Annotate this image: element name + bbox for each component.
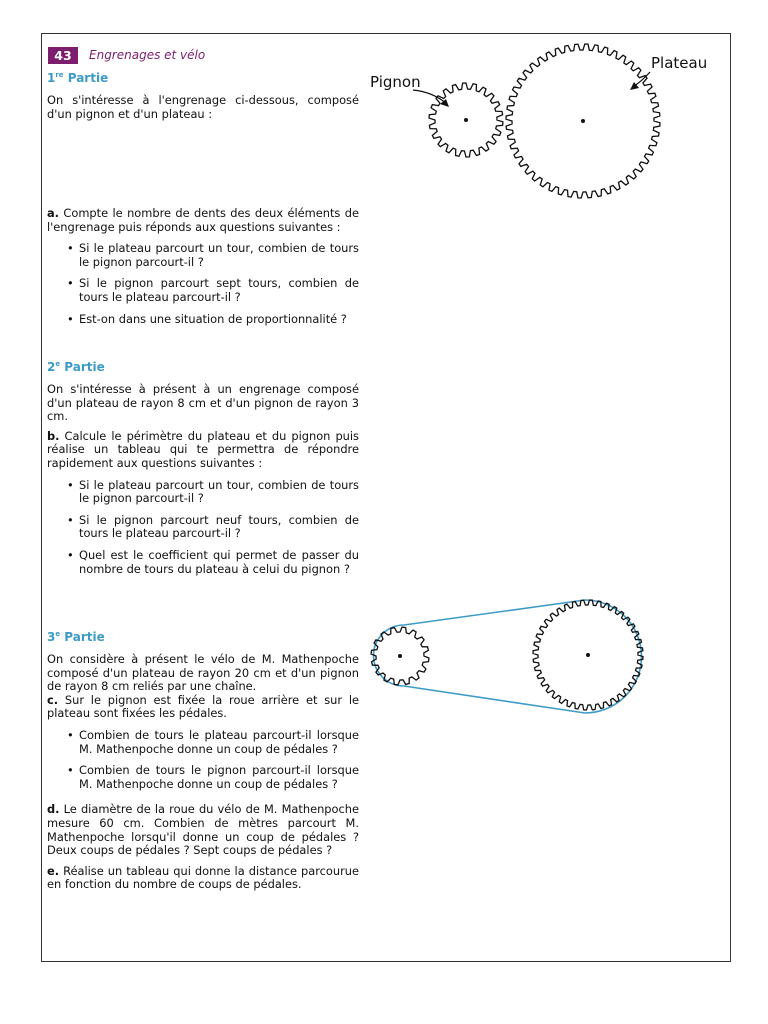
q-b-letter: b. bbox=[47, 428, 60, 443]
list-item: • Quel est le coefficient qui permet de passer du nombre de tours du plateau à celui du pignon ? bbox=[47, 549, 359, 576]
label-plateau: Plateau bbox=[651, 54, 708, 72]
q-a-text: Compte le nombre de dents des deux éléments de l'engrenage puis réponds aux questions suivantes : bbox=[47, 206, 359, 234]
list-item: • Si le plateau parcourt un tour, combien de tours le pignon parcourt-il ? bbox=[47, 479, 359, 506]
label-pignon: Pignon bbox=[370, 73, 421, 91]
list-item: • Si le pignon parcourt sept tours, combien de tours le plateau parcourt-il ? bbox=[47, 277, 359, 304]
q-b-text: Calcule le périmètre du plateau et du pignon puis réalise un tableau qui te permettra de répondre rapidement aux questions suivantes : bbox=[47, 428, 359, 470]
chain-loop bbox=[373, 600, 641, 713]
q-c-letter: c. bbox=[47, 692, 59, 707]
part1-intro: On s'intéresse à l'engrenage ci-dessous, composé d'un pignon et d'un plateau : bbox=[47, 93, 359, 121]
q-e-text: Réalise un tableau qui donne la distance parcourue en fonction du nombre de coups de pédales. bbox=[47, 863, 359, 892]
q-a-letter: a. bbox=[47, 206, 60, 220]
list-item: • Combien de tours le pignon parcourt-il lorsque M. Mathenpoche donne un coup de pédales ? bbox=[47, 764, 359, 791]
list-item: • Si le pignon parcourt neuf tours, combien de tours le plateau parcourt-il ? bbox=[47, 514, 359, 541]
q-d-letter: d. bbox=[47, 802, 60, 817]
exercise-number-badge: 43 bbox=[48, 47, 78, 64]
list-item: • Si le plateau parcourt un tour, combien de tours le pignon parcourt-il ? bbox=[47, 242, 359, 269]
bike-plateau-center bbox=[586, 653, 590, 657]
exercise-title: Engrenages et vélo bbox=[89, 48, 206, 62]
plateau-center bbox=[581, 119, 585, 123]
pignon-center bbox=[464, 118, 468, 122]
part2-heading: 2e Partie bbox=[47, 360, 105, 374]
part1-heading: 1re Partie bbox=[47, 71, 109, 85]
q-e-letter: e. bbox=[47, 863, 60, 878]
part2-intro: On s'intéresse à présent à un engrenage composé d'un plateau de rayon 8 cm et d'un pignon de rayon 3 cm. bbox=[47, 382, 359, 424]
q-c-text: Sur le pignon est fixée la roue arrière et sur le plateau sont fixées les pédales. bbox=[47, 692, 359, 721]
bike-pignon-center bbox=[398, 654, 402, 658]
list-item: • Combien de tours le plateau parcourt-il lorsque M. Mathenpoche donne un coup de pédales ? bbox=[47, 729, 359, 756]
part3-heading: 3e Partie bbox=[47, 630, 105, 644]
list-item: • Est-on dans une situation de proportionnalité ? bbox=[47, 313, 359, 327]
part3-intro: On considère à présent le vélo de M. Mathenpoche composé d'un plateau de rayon 20 cm et d'un pignon de rayon 8 cm reliés par une chaîne. bbox=[47, 652, 359, 694]
q-d-text: Le diamètre de la roue du vélo de M. Mathenpoche mesure 60 cm. Combien de mètres parcourt M. Mathenpoche lorsqu'il donne un coup de pédales ? Deux coups de pédales ? Sept coups de pédales ? bbox=[47, 802, 359, 858]
